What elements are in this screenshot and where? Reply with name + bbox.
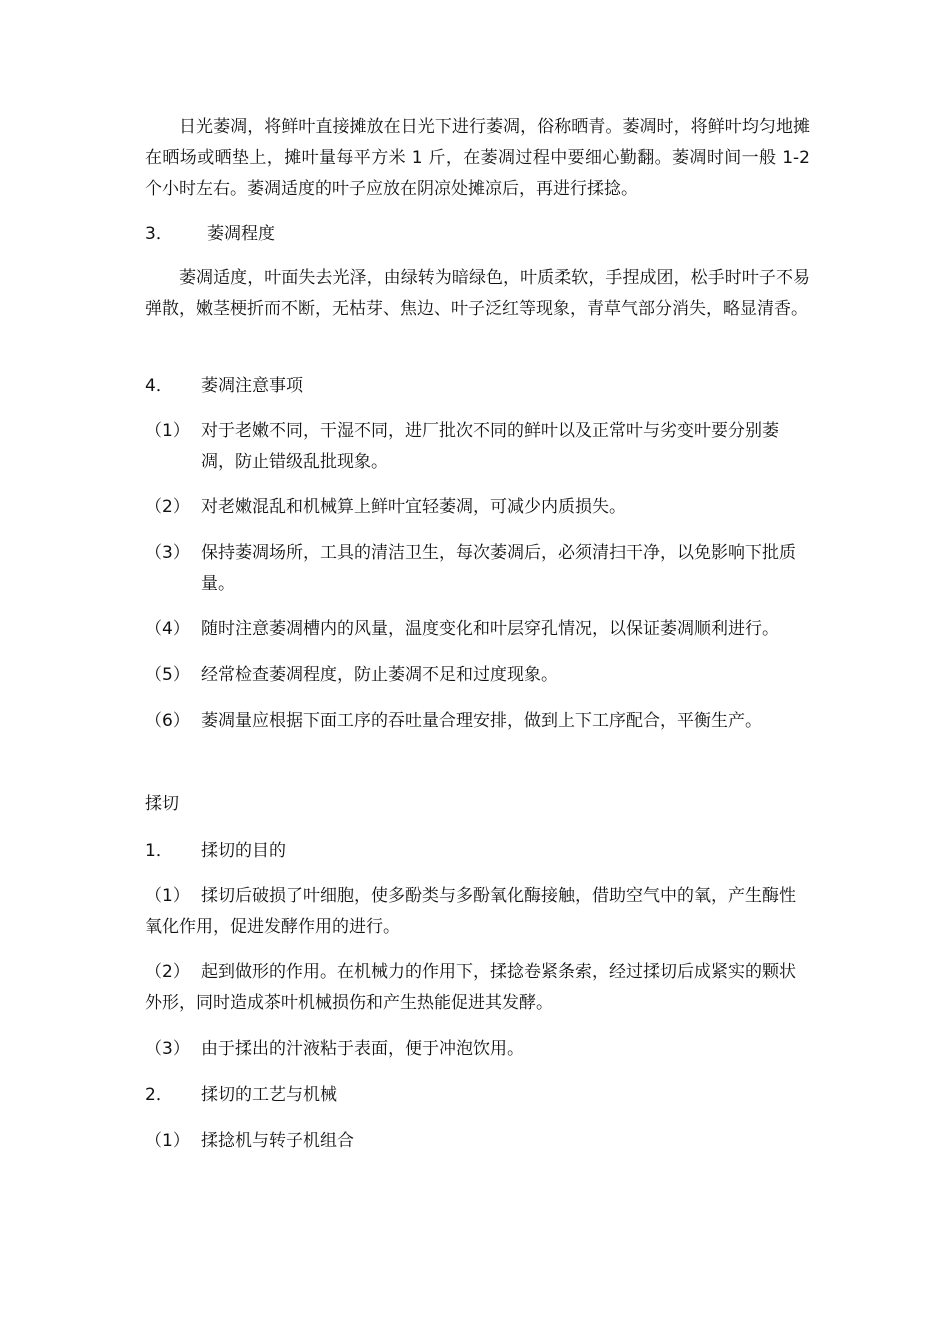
note-number: （1） <box>145 421 190 441</box>
note-item-4 <box>145 614 810 645</box>
note-item-3 <box>145 538 810 600</box>
heading-withering-degree <box>145 219 810 250</box>
note-number: （2） <box>145 497 190 517</box>
note-number: （3） <box>145 543 190 563</box>
note-item-1 <box>145 416 810 478</box>
note-text: 随时注意萎凋槽内的风量，温度变化和叶层穿孔情况，以保证萎凋顺利进行。 <box>201 619 779 639</box>
process-text: 揉捻机与转子机组合 <box>201 1131 354 1151</box>
note-text: 萎凋量应根据下面工序的吞吐量合理安排，做到上下工序配合，平衡生产。 <box>201 711 762 731</box>
note-text: 经常检查萎凋程度，防止萎凋不足和过度现象。 <box>201 665 558 685</box>
note-number: （5） <box>145 665 190 685</box>
note-item-6 <box>145 706 810 737</box>
paragraph-sun-withering: 日光萎凋，将鲜叶直接摊放在日光下进行萎凋，俗称晒青。萎凋时，将鲜叶均匀地摊在晒场或晒垫上，摊叶量每平方米 1 斤，在萎凋过程中要细心勤翻。萎凋时间一般 1-2 个小时左右。萎凋适度的叶子应放在阴凉处摊凉后，再进行揉捻。 <box>145 117 810 199</box>
note-item-2 <box>145 492 810 523</box>
purpose-item-3 <box>145 1034 810 1065</box>
heading-rolling-purpose <box>145 836 810 867</box>
heading-text: 揉切的工艺与机械 <box>201 1085 337 1105</box>
note-number: （4） <box>145 619 190 639</box>
purpose-number: （1） <box>145 886 190 906</box>
purpose-text: 由于揉出的汁液粘于表面，便于冲泡饮用。 <box>201 1039 524 1059</box>
note-text: 对老嫩混乱和机械算上鲜叶宜轻萎凋，可减少内质损失。 <box>201 497 626 517</box>
process-number: （1） <box>145 1131 190 1151</box>
note-text: 对于老嫩不同，干湿不同，进厂批次不同的鲜叶以及正常叶与劣变叶要分别萎凋，防止错级乱批现象。 <box>201 421 779 472</box>
purpose-text: 起到做形的作用。在机械力的作用下，揉捻卷紧条索，经过揉切后成紧实的颗状外形，同时造成茶叶机械损伤和产生热能促进其发酵。 <box>145 962 796 1013</box>
purpose-number: （3） <box>145 1039 190 1059</box>
heading-rolling-process <box>145 1080 810 1111</box>
heading-withering-notes <box>145 371 810 402</box>
heading-number: 3． <box>145 224 173 244</box>
purpose-text: 揉切后破损了叶细胞，使多酚类与多酚氧化酶接触，借助空气中的氧，产生酶性氧化作用，促进发酵作用的进行。 <box>145 886 796 937</box>
section-title-rolling: 揉切 <box>145 794 179 814</box>
note-text: 保持萎凋场所，工具的清洁卫生，每次萎凋后，必须清扫干净，以免影响下批质量。 <box>201 543 796 594</box>
purpose-item-2 <box>145 957 810 1019</box>
heading-text: 萎凋注意事项 <box>201 376 303 396</box>
heading-number: 4． <box>145 376 173 396</box>
paragraph-withering-degree: 萎凋适度，叶面失去光泽，由绿转为暗绿色，叶质柔软，手捏成团，松手时叶子不易弹散，嫩茎梗折而不断，无枯芽、焦边、叶子泛红等现象，青草气部分消失，略显清香。 <box>145 268 810 319</box>
heading-text: 萎凋程度 <box>207 224 275 244</box>
note-number: （6） <box>145 711 190 731</box>
heading-text: 揉切的目的 <box>201 841 286 861</box>
note-item-5 <box>145 660 810 691</box>
process-item-1 <box>145 1126 810 1157</box>
heading-number: 2． <box>145 1085 173 1105</box>
purpose-item-1 <box>145 881 810 943</box>
purpose-number: （2） <box>145 962 190 982</box>
heading-number: 1． <box>145 841 173 861</box>
